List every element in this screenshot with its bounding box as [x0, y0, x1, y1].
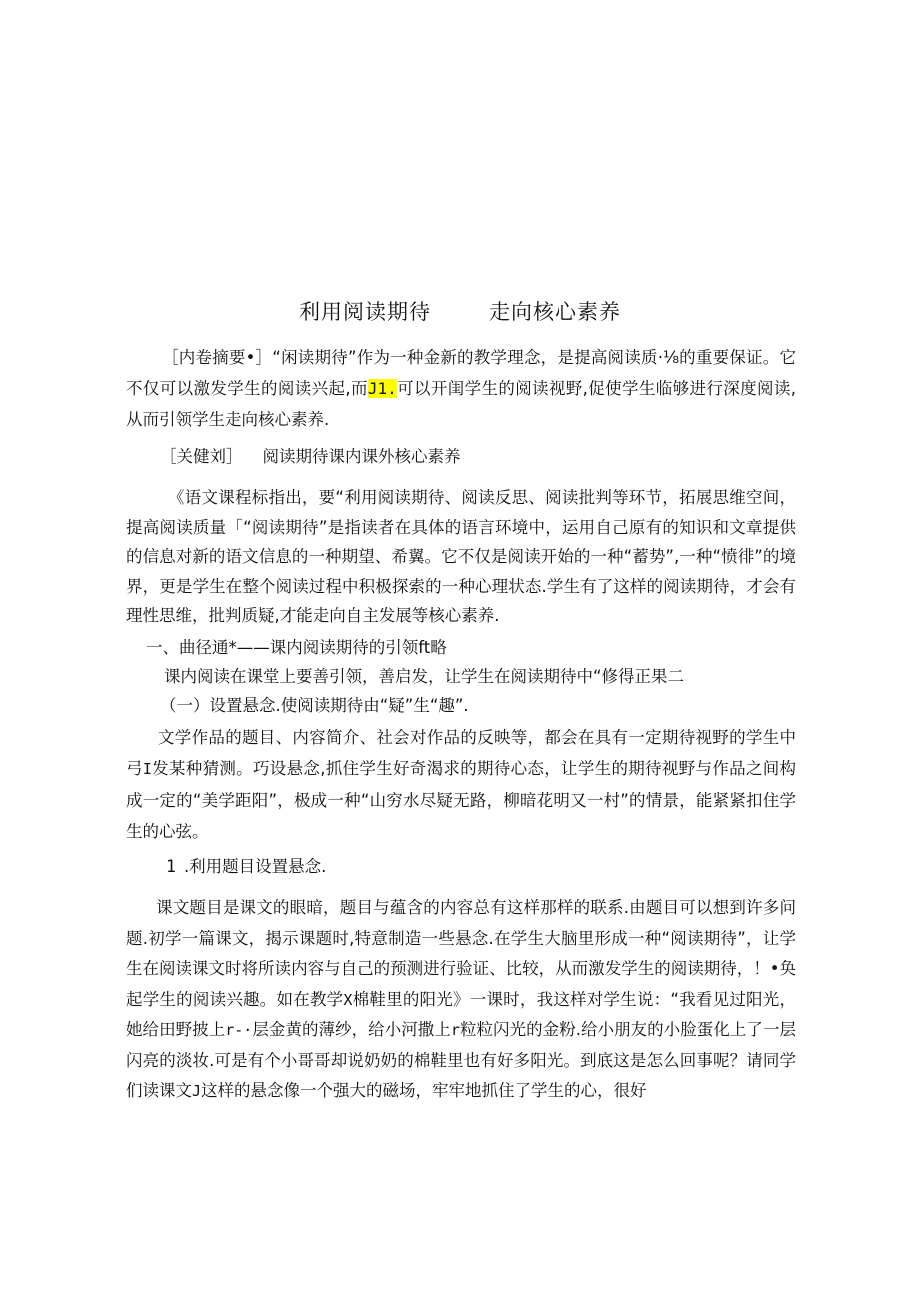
abstract-text-before: “闲读期待”作为一种金新的教学理念，是提高阅读质·⅛的重要保证。它不仅可以激发学生的阅读兴起,而	[126, 348, 797, 398]
item-1-text: .利用题目设置悬念.	[183, 857, 327, 876]
section-1-text: 课内阅读在课堂上要善引领，善启发，让学生在阅读期待中“修得正果二	[164, 667, 685, 686]
paragraph-3-mono-a: X	[343, 990, 353, 1009]
paragraph-3-text-c: 层金黄的薄纱，给小河撒上	[252, 1020, 451, 1039]
paragraph-2-text-a: 文学作品的题目、内容简介、社会对作品的反映等，都会在具有一定期待视野的学生中弓	[126, 728, 796, 778]
keywords-label: ［关健刘］	[160, 447, 243, 466]
paragraph-3	[126, 893, 796, 1107]
paragraph-3-text-d: 粒粒闪光的金粉.给小朋友的小脸蛋化上了一层闪亮的淡妆.可是有个小哥哥却说奶奶的棉鞋里也有好多阳光。到底这是怎么回事呢？请同学们读课文	[126, 1020, 797, 1100]
paragraph-3-text-b: 棉鞋里的阳光》一课时，我这样对学生说：“我看见过阳光，她给田野披上	[126, 989, 796, 1039]
paragraph-3-text-e: 这样的悬念像一个强大的磁场，牢牢地抓住了学生的心，很好	[201, 1081, 647, 1100]
item-1-heading	[166, 851, 836, 882]
paragraph-3-mono-c: r	[450, 1021, 460, 1039]
abstract-label: ［内卷摘要•］	[162, 348, 273, 367]
title-part-2: 走向核心素养	[489, 300, 621, 324]
abstract-text-after: 可以开闺学生的阅读视野,促使学生临够进行深度阅读,从而引领学生走向核心素养.	[126, 379, 796, 429]
title-part-1: 利用阅读期待	[299, 300, 431, 324]
subsection-1-heading: （一）设置悬念.使阅读期待由“疑”生“趣”.	[160, 696, 469, 715]
section-1-heading: 一、曲径通*——课内阅读期待的引领ft略	[146, 638, 447, 657]
paragraph-3-mono-b: r-·	[225, 1021, 253, 1039]
abstract-highlight: J1.	[367, 379, 397, 398]
paragraph-3-text-a: 课文题目是课文的眼暗，题目与蕴含的内容总有这样那样的联系.由题目可以想到许多问题.初学一篇课文，揭示课题时,特意制造一些悬念.在学生大脑里形成一种“阅读期待”，让学生在阅读课文时将所读内容与自己的预测进行验证、比较，从而激发学生的阅读期待，！•奂起学生的阅读兴趣。如在教学	[126, 898, 796, 1009]
paragraph-2-mono-a: I	[142, 760, 152, 778]
keywords-text: 阅读期待课内课外核心素养	[262, 447, 461, 466]
abstract-paragraph	[126, 342, 796, 435]
paragraph-2	[126, 722, 796, 847]
keywords-line	[160, 441, 830, 472]
intro-paragraph: 《语文课程标指出，要“利用阅读期待、阅读反思、阅读批判等环节，拓展思维空间，提高阅读质量「“阅读期待”是指读者在具体的语言环境中，运用自己原有的知识和文章提供的信息对新的语文信息的一种期望、希翼。它不仅是阅读开始的一种“蓄势”,一种“愤徘”的境界，更是学生在整个阅读过程中积极探索的一种心理状态.学生有了这样的阅读期待，才会有理性思维，批判质疑,才能走向自主发展等核心素养.	[126, 488, 796, 625]
article-title	[0, 296, 920, 326]
paragraph-2-text-b: 发某种猜测。巧设悬念,抓住学生好奇渴求的期待心态，让学生的期待视野与作品之间构成一定的“美学距阳”，极成一种“山穷水尽疑无路，柳暗花明又一村”的情景，能紧紧扣住学生的心弦。	[126, 759, 797, 841]
paragraph-3-mono-d: J	[192, 1082, 202, 1100]
item-1-number: 1	[166, 857, 176, 876]
